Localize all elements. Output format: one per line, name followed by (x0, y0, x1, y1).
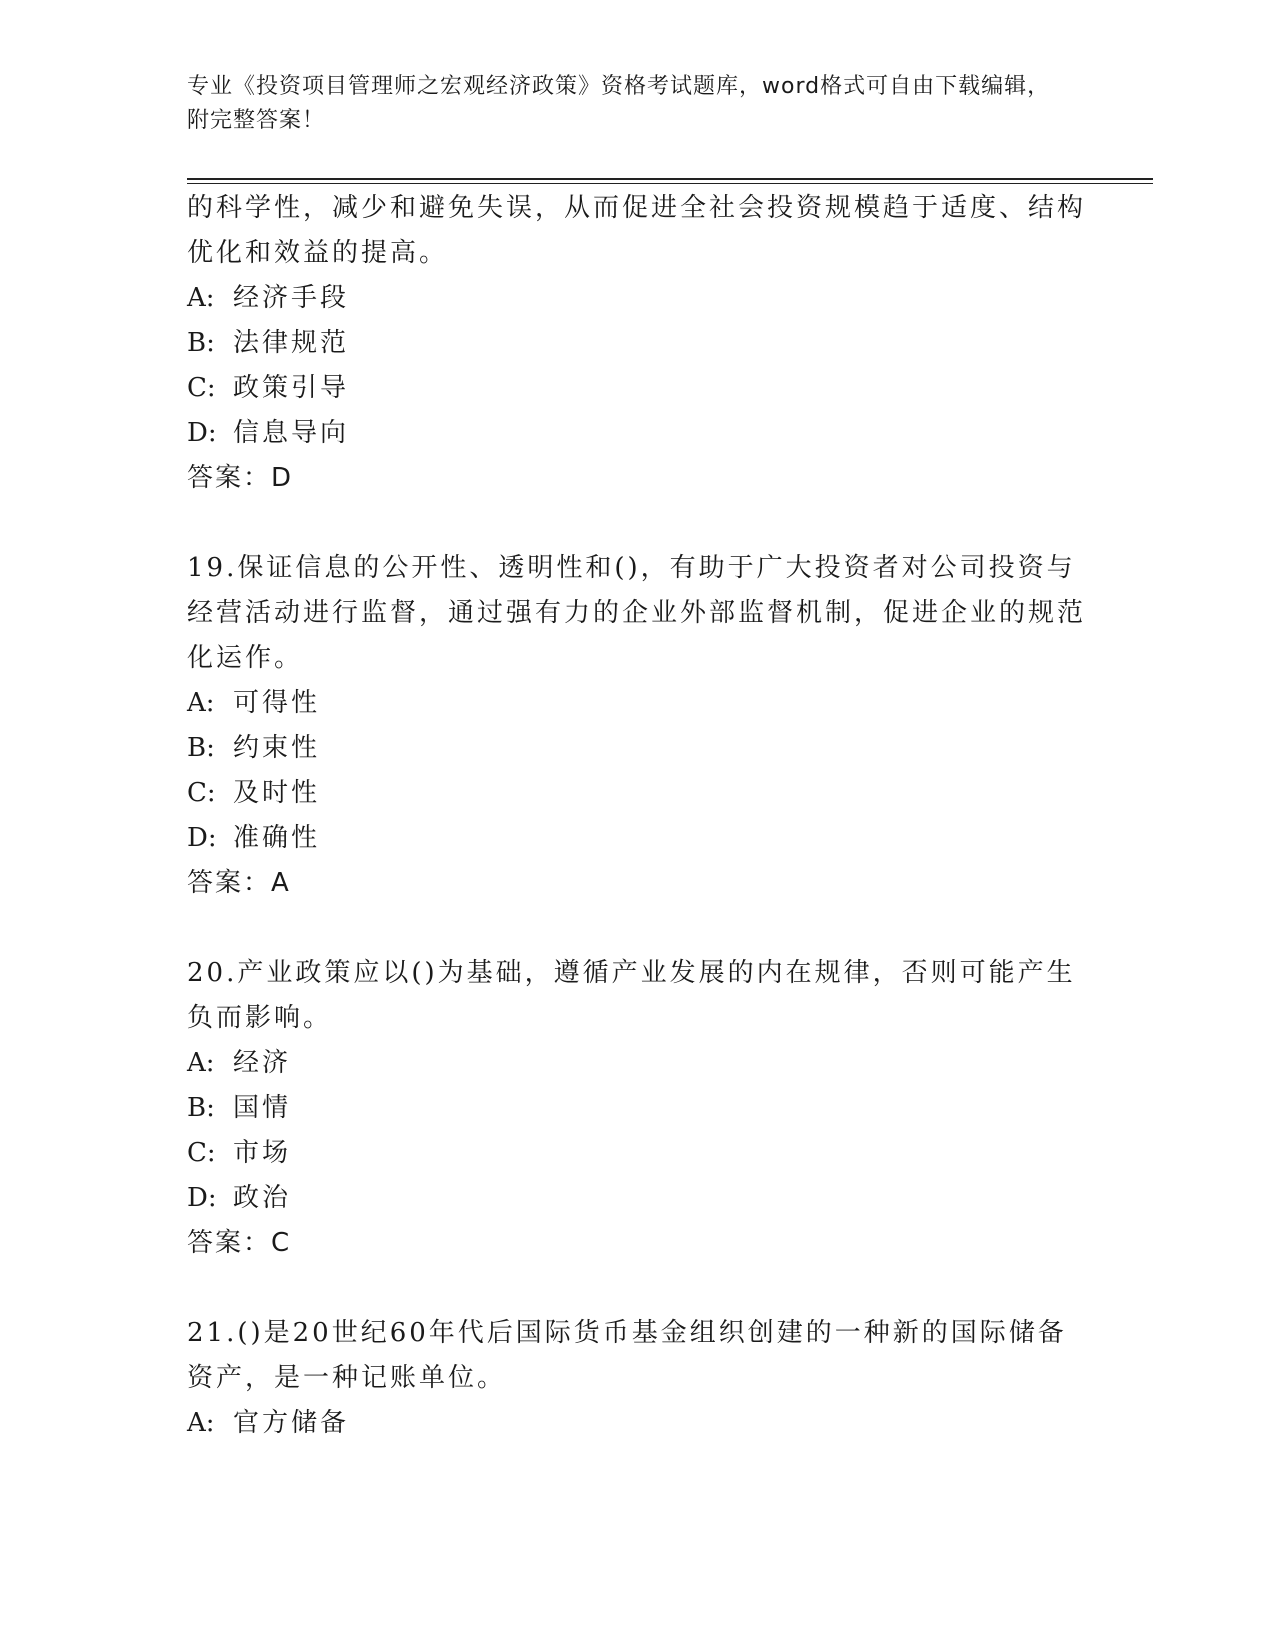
option-key: D: (187, 823, 217, 853)
page-header (187, 70, 1067, 138)
option-text: 政策引导 (233, 373, 350, 403)
question-text: 的科学性，减少和避免失误，从而促进全社会投资规模趋于适度、结构优化和效益的提高。 (187, 193, 1087, 268)
option-d (187, 411, 1087, 456)
header-rule (187, 178, 1153, 184)
option-b (187, 1086, 1087, 1131)
option-d (187, 1176, 1087, 1221)
option-text: 经济 (233, 1048, 292, 1078)
option-text: 官方储备 (233, 1408, 350, 1438)
option-text: 信息导向 (233, 418, 350, 448)
option-text: 可得性 (233, 688, 321, 718)
answer: 答案：C (187, 1228, 292, 1258)
answer: 答案：D (187, 463, 294, 493)
option-key: A: (187, 1048, 215, 1078)
option-text: 及时性 (233, 778, 321, 808)
option-a (187, 1401, 1087, 1446)
option-c (187, 366, 1087, 411)
option-text: 市场 (233, 1138, 292, 1168)
question-21 (187, 1311, 1087, 1446)
question-text: 21.()是20世纪60年代后国际货币基金组织创建的一种新的国际储备资产，是一种记账单位。 (187, 1318, 1067, 1393)
option-key: C: (187, 1138, 216, 1168)
option-a (187, 276, 1087, 321)
option-a (187, 681, 1087, 726)
option-c (187, 771, 1087, 816)
continued-question (187, 186, 1087, 501)
option-b (187, 321, 1087, 366)
option-text: 国情 (233, 1093, 292, 1123)
option-d (187, 816, 1087, 861)
option-text: 约束性 (233, 733, 321, 763)
option-key: B: (187, 1093, 215, 1123)
option-text: 准确性 (233, 823, 321, 853)
option-key: B: (187, 733, 215, 763)
question-text: 19.保证信息的公开性、透明性和()，有助于广大投资者对公司投资与经营活动进行监督，通过强有力的企业外部监督机制，促进企业的规范化运作。 (187, 553, 1087, 673)
question-19 (187, 546, 1087, 906)
option-b (187, 726, 1087, 771)
option-key: A: (187, 283, 215, 313)
question-text: 20.产业政策应以()为基础，遵循产业发展的内在规律，否则可能产生负而影响。 (187, 958, 1076, 1033)
header-text: 专业《投资项目管理师之宏观经济政策》资格考试题库，word格式可自由下载编辑，附完整答案！ (187, 74, 1051, 133)
option-text: 经济手段 (233, 283, 350, 313)
question-20 (187, 951, 1087, 1266)
option-key: C: (187, 778, 216, 808)
option-c (187, 1131, 1087, 1176)
option-a (187, 1041, 1087, 1086)
option-text: 法律规范 (233, 328, 350, 358)
option-key: A: (187, 1408, 215, 1438)
option-key: C: (187, 373, 216, 403)
option-text: 政治 (233, 1183, 292, 1213)
option-key: D: (187, 418, 217, 448)
option-key: D: (187, 1183, 217, 1213)
option-key: A: (187, 688, 215, 718)
option-key: B: (187, 328, 215, 358)
answer: 答案：A (187, 868, 291, 898)
document-body (187, 186, 1087, 1446)
